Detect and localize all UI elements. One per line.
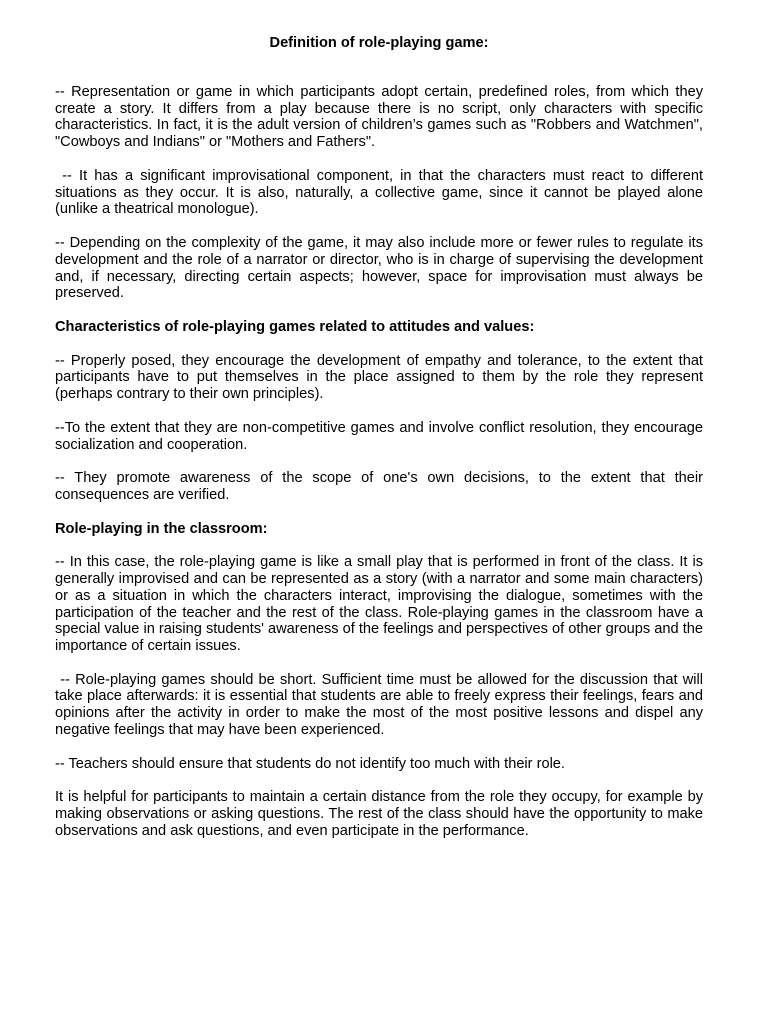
classroom-paragraph-2: -- Role-playing games should be short. Sufficient time must be allowed for the discussion that will take place afterwards: it is essential that students are able to freely express their feelings, fears and opinions after the activity in order to make the most of the most positive lessons and dispel any negative feelings that may have been experienced. bbox=[55, 671, 708, 739]
characteristics-paragraph-1: -- Properly posed, they encourage the development of empathy and tolerance, to the extent that participants have to put themselves in the place assigned to them by the role they represent (perhaps contrary to their own principles). bbox=[55, 352, 708, 403]
definition-paragraph-3: -- Depending on the complexity of the game, it may also include more or fewer rules to regulate its development and the role of a narrator or director, who is in charge of supervising the development and, if necessary, directing certain aspects; however, space for improvisation must always be preserved. bbox=[55, 234, 708, 302]
classroom-heading: Role-playing in the classroom: bbox=[55, 520, 268, 537]
characteristics-heading: Characteristics of role-playing games related to attitudes and values: bbox=[55, 318, 535, 335]
document-page bbox=[55, 35, 708, 856]
characteristics-paragraph-2: --To the extent that they are non-competitive games and involve conflict resolution, they encourage socialization and cooperation. bbox=[55, 419, 708, 453]
classroom-paragraph-4: It is helpful for participants to maintain a certain distance from the role they occupy, for example by making observations or asking questions. The rest of the class should have the opportunity to make observations and ask questions, and even participate in the performance. bbox=[55, 789, 708, 839]
classroom-paragraph-3: -- Teachers should ensure that students do not identify too much with their role. bbox=[55, 755, 565, 772]
characteristics-paragraph-3: -- They promote awareness of the scope of one's own decisions, to the extent that their consequences are verified. bbox=[55, 470, 708, 503]
classroom-paragraph-1: -- In this case, the role-playing game is like a small play that is performed in front of the class. It is generally improvised and can be represented as a story (with a narrator and some main characters) or as a situation in which the characters interact, improvising the dialogue, sometimes with the participation of the teacher and the rest of the class. Role-playing games in the classroom have a special value in raising students' awareness of the feelings and perspectives of other groups and the importance of certain issues. bbox=[55, 554, 708, 655]
definition-paragraph-1: -- Representation or game in which participants adopt certain, predefined roles, from which they create a story. It differs from a play because there is no script, only characters with specific characteristics. In fact, it is the adult version of children’s games such as "Robbers and Watchmen", "Cowboys and Indians" or "Mothers and Fathers". bbox=[55, 83, 708, 151]
document-title: Definition of role-playing game: bbox=[269, 35, 489, 51]
definition-paragraph-2: -- It has a significant improvisational component, in that the characters must react to different situations as they occur. It is also, naturally, a collective game, since it cannot be played alone (unlike a theatrical monologue). bbox=[55, 167, 708, 218]
